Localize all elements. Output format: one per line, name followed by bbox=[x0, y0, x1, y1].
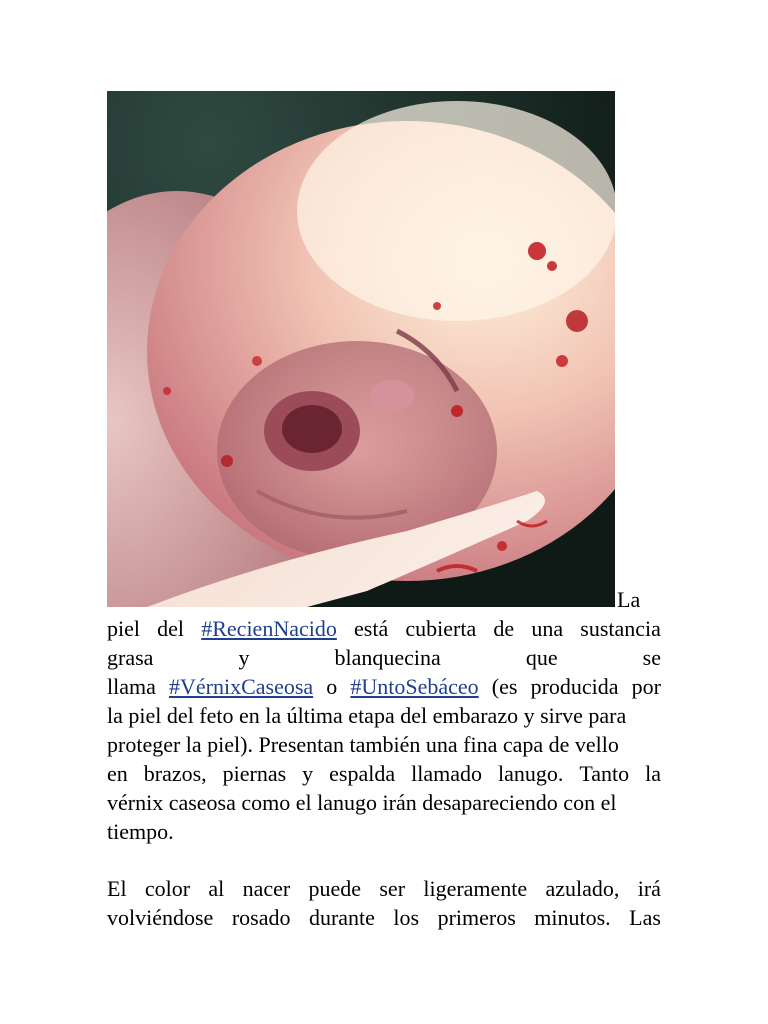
word: La bbox=[617, 587, 641, 612]
line-text: la piel del feto en la última etapa del embarazo y sirve para bbox=[107, 703, 627, 728]
word: cubierta bbox=[405, 616, 477, 641]
word: rosado bbox=[231, 905, 291, 930]
word: piel bbox=[107, 616, 140, 641]
word: que bbox=[525, 645, 558, 670]
word: lanugo. bbox=[497, 761, 564, 786]
word: está bbox=[354, 616, 389, 641]
word: llamado bbox=[411, 761, 482, 786]
text-line-p2-1 bbox=[107, 876, 661, 902]
word: azulado, bbox=[545, 876, 620, 901]
word: Las bbox=[629, 905, 661, 930]
word: puede bbox=[308, 876, 362, 901]
word: primeros bbox=[437, 905, 516, 930]
word: del bbox=[157, 616, 185, 641]
word: espalda bbox=[329, 761, 396, 786]
word: en bbox=[107, 761, 128, 786]
word: color bbox=[144, 876, 191, 901]
word: volviéndose bbox=[107, 905, 214, 930]
word: ligeramente bbox=[423, 876, 528, 901]
text-line-5 bbox=[107, 703, 626, 729]
word: irá bbox=[637, 876, 661, 901]
newborn-illustration bbox=[107, 91, 615, 607]
word: los bbox=[393, 905, 420, 930]
text-line-4 bbox=[107, 674, 661, 700]
word: y bbox=[302, 761, 314, 786]
word: grasa bbox=[107, 645, 154, 670]
word: ser bbox=[379, 876, 406, 901]
text-line-7 bbox=[107, 761, 661, 787]
text-line-6 bbox=[107, 732, 619, 758]
text-line-1 bbox=[617, 587, 640, 613]
line-text: proteger la piel). Presentan también una fina capa de vello bbox=[107, 732, 619, 757]
word: una bbox=[531, 616, 564, 641]
word: producida bbox=[530, 674, 619, 699]
word: de bbox=[493, 616, 515, 641]
word: minutos. bbox=[534, 905, 611, 930]
word: la bbox=[645, 761, 661, 786]
text-line-3 bbox=[107, 645, 661, 671]
text-line-9 bbox=[107, 819, 174, 845]
word: nacer bbox=[242, 876, 291, 901]
word: blanquecina bbox=[334, 645, 441, 670]
text-line-8 bbox=[107, 790, 616, 816]
word: Tanto bbox=[579, 761, 630, 786]
word: El bbox=[107, 876, 127, 901]
line-text: vérnix caseosa como el lanugo irán desapareciendo con el bbox=[107, 790, 617, 815]
word: durante bbox=[308, 905, 375, 930]
word: (es bbox=[491, 674, 518, 699]
hashtag-link-vernixcaseosa[interactable]: #VérnixCaseosa bbox=[168, 674, 314, 699]
word: brazos, bbox=[143, 761, 207, 786]
text-line-2 bbox=[107, 616, 661, 642]
hashtag-link-reciennacido[interactable]: #RecienNacido bbox=[201, 616, 337, 641]
word: por bbox=[631, 674, 661, 699]
word: sustancia bbox=[580, 616, 661, 641]
text-line-p2-2 bbox=[107, 905, 661, 931]
word: llama bbox=[107, 674, 156, 699]
word: y bbox=[238, 645, 250, 670]
hashtag-link-untosebaceo[interactable]: #UntoSebáceo bbox=[350, 674, 479, 699]
newborn-photo bbox=[107, 91, 615, 607]
word: piernas bbox=[222, 761, 287, 786]
word: al bbox=[208, 876, 225, 901]
line-text: tiempo. bbox=[107, 819, 174, 844]
word: se bbox=[642, 645, 661, 670]
word: o bbox=[326, 674, 338, 699]
